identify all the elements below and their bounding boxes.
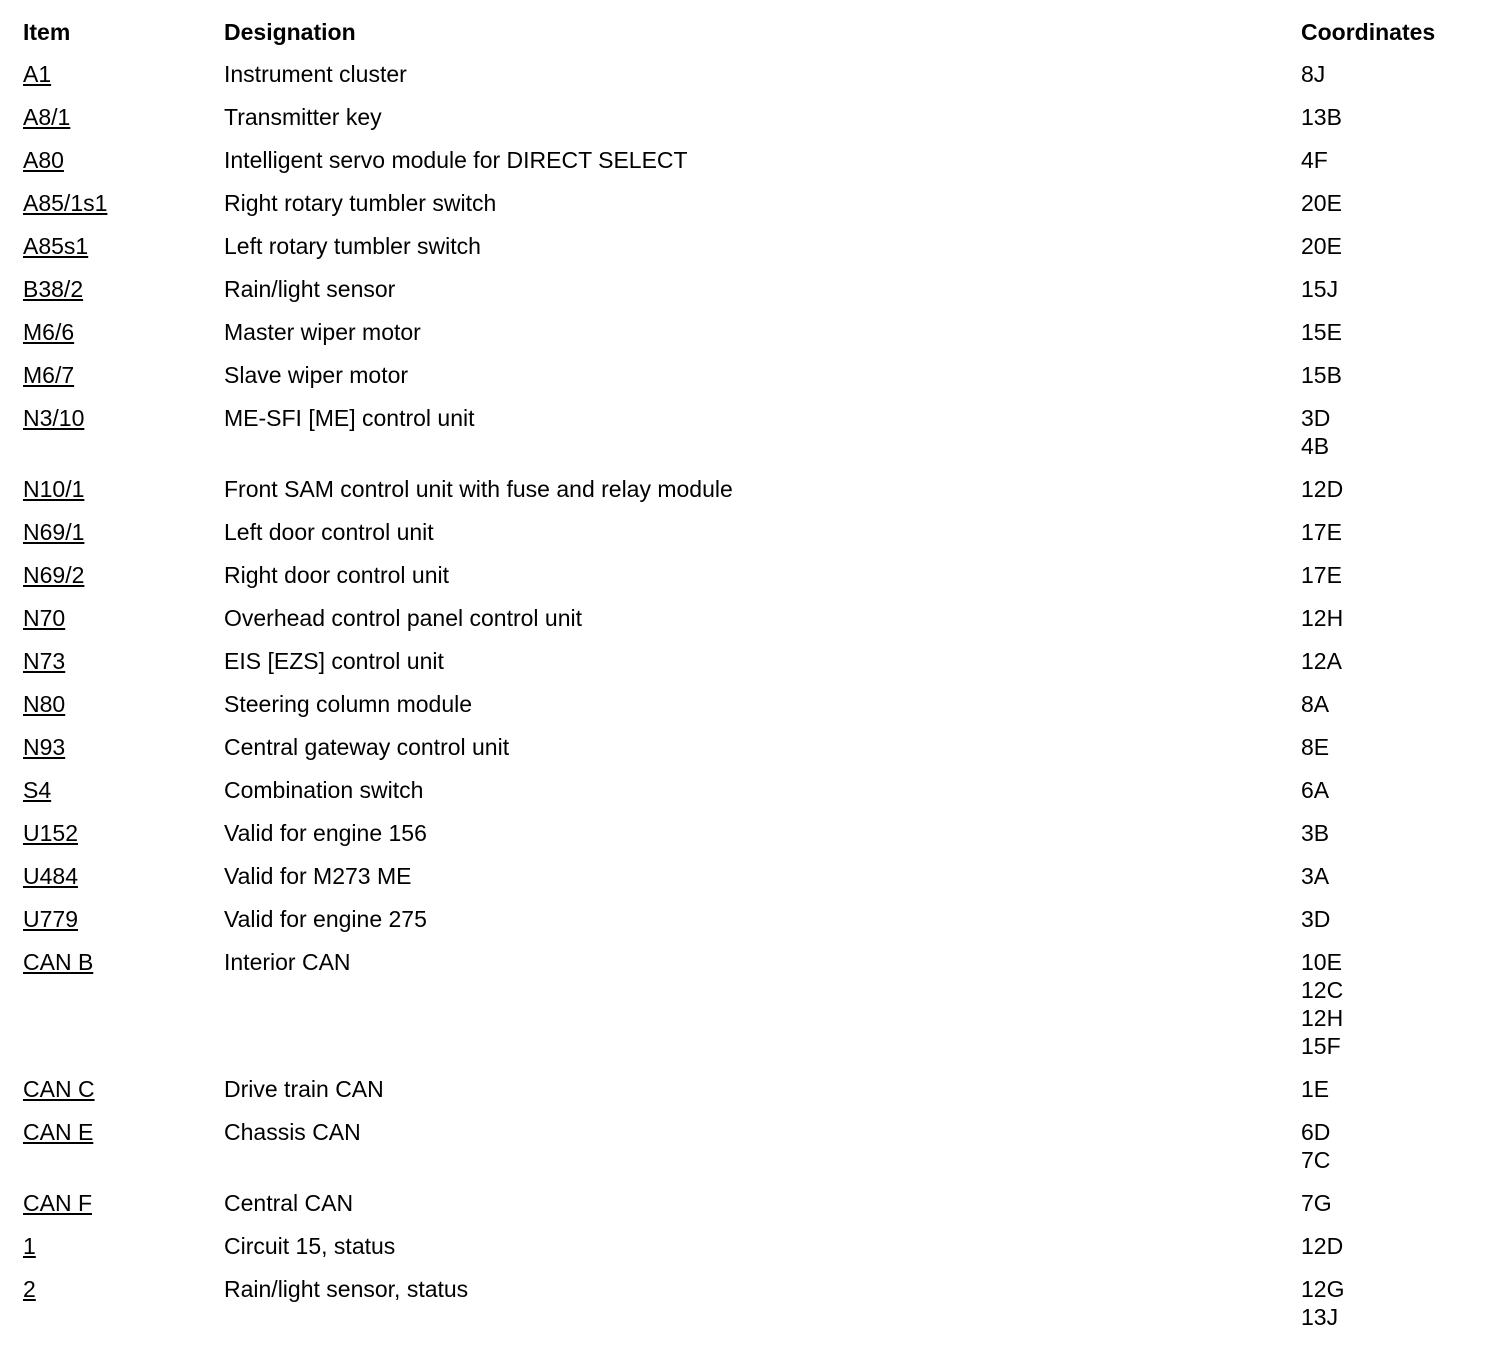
designation-cell: Valid for M273 ME (224, 863, 412, 889)
table-row (23, 275, 1483, 303)
coordinates-cell (1301, 819, 1483, 847)
coordinate-value: 7C (1301, 1147, 1331, 1173)
coordinates-cell (1301, 561, 1483, 589)
item-cell (23, 862, 224, 890)
item-cell (23, 905, 224, 933)
designation-cell: Right rotary tumbler switch (224, 190, 497, 216)
coordinates-cell (1301, 905, 1483, 933)
coordinate-value: 13B (1301, 104, 1342, 130)
designation-cell: Left door control unit (224, 519, 434, 545)
designation-cell: Front SAM control unit with fuse and relay module (224, 476, 733, 502)
item-link[interactable]: A85/1s1 (23, 190, 108, 216)
table-row (23, 189, 1483, 217)
coordinate-value: 12A (1301, 648, 1342, 674)
header-designation: Designation (224, 19, 356, 45)
table-row (23, 948, 1483, 1060)
table-row (23, 475, 1483, 503)
table-row (23, 1232, 1483, 1260)
designation-cell: Combination switch (224, 777, 424, 803)
coordinate-value: 12C (1301, 977, 1344, 1003)
item-cell (23, 733, 224, 761)
coordinates-cell (1301, 776, 1483, 804)
designation-cell: Left rotary tumbler switch (224, 233, 481, 259)
table-row (23, 733, 1483, 761)
item-link[interactable]: CAN B (23, 949, 94, 975)
item-cell (23, 604, 224, 632)
item-link[interactable]: M6/7 (23, 362, 75, 388)
table-row (23, 1189, 1483, 1217)
table-body (23, 60, 1483, 1331)
coordinates-cell (1301, 1275, 1483, 1331)
coordinate-value: 3D (1301, 906, 1331, 932)
table-row (23, 690, 1483, 718)
table-row (23, 146, 1483, 174)
coordinate-value: 12D (1301, 476, 1344, 502)
table-row (23, 518, 1483, 546)
table-row (23, 862, 1483, 890)
item-cell (23, 146, 224, 174)
designation-cell: Valid for engine 156 (224, 820, 427, 846)
coordinate-value: 8E (1301, 734, 1330, 760)
table-row (23, 561, 1483, 589)
coordinate-value: 6A (1301, 777, 1330, 803)
item-link[interactable]: N93 (23, 734, 66, 760)
item-cell (23, 232, 224, 260)
coordinate-value: 13J (1301, 1304, 1339, 1330)
component-legend-table (23, 18, 1483, 1346)
coordinates-cell (1301, 862, 1483, 890)
item-link[interactable]: B38/2 (23, 276, 84, 302)
coordinate-value: 1E (1301, 1076, 1330, 1102)
item-link[interactable]: A80 (23, 147, 64, 173)
coordinates-cell (1301, 948, 1483, 1060)
item-cell (23, 1275, 224, 1331)
item-link[interactable]: A1 (23, 61, 52, 87)
coordinate-value: 6D (1301, 1119, 1331, 1145)
designation-cell: Transmitter key (224, 104, 382, 130)
table-row (23, 1075, 1483, 1103)
item-cell (23, 561, 224, 589)
table-row (23, 819, 1483, 847)
coordinate-value: 12H (1301, 605, 1344, 631)
table-row (23, 1275, 1483, 1331)
table-row (23, 776, 1483, 804)
table-row (23, 905, 1483, 933)
item-link[interactable]: CAN F (23, 1190, 92, 1216)
item-link[interactable]: N69/2 (23, 562, 85, 588)
item-cell (23, 1232, 224, 1260)
item-link[interactable]: N73 (23, 648, 66, 674)
coordinate-value: 17E (1301, 562, 1342, 588)
coordinate-value: 12D (1301, 1233, 1344, 1259)
item-cell (23, 189, 224, 217)
item-link[interactable]: N80 (23, 691, 66, 717)
coordinate-value: 10E (1301, 949, 1342, 975)
item-link[interactable]: N69/1 (23, 519, 85, 545)
coordinates-cell (1301, 690, 1483, 718)
item-link[interactable]: 2 (23, 1276, 36, 1302)
coordinate-value: 12H (1301, 1005, 1344, 1031)
coordinates-cell (1301, 1075, 1483, 1103)
coordinate-value: 15B (1301, 362, 1342, 388)
designation-cell: Rain/light sensor (224, 276, 396, 302)
coordinate-value: 3B (1301, 820, 1330, 846)
header-coordinates: Coordinates (1301, 19, 1436, 45)
item-cell (23, 518, 224, 546)
coordinates-cell (1301, 361, 1483, 389)
designation-cell: Overhead control panel control unit (224, 605, 582, 631)
item-cell (23, 1075, 224, 1103)
item-cell (23, 361, 224, 389)
item-cell (23, 1118, 224, 1174)
item-link[interactable]: A85s1 (23, 233, 89, 259)
item-cell (23, 103, 224, 131)
item-link[interactable]: M6/6 (23, 319, 75, 345)
coordinates-cell (1301, 647, 1483, 675)
coordinates-cell (1301, 232, 1483, 260)
designation-cell: ME-SFI [ME] control unit (224, 405, 475, 431)
coordinates-cell (1301, 1118, 1483, 1174)
coordinate-value: 20E (1301, 190, 1342, 216)
coordinates-cell (1301, 275, 1483, 303)
coordinate-value: 12G (1301, 1276, 1345, 1302)
table-row (23, 647, 1483, 675)
coordinate-value: 20E (1301, 233, 1342, 259)
item-cell (23, 475, 224, 503)
item-link[interactable]: CAN E (23, 1119, 94, 1145)
coordinates-cell (1301, 103, 1483, 131)
table-row (23, 361, 1483, 389)
item-link[interactable]: N10/1 (23, 476, 85, 502)
item-cell (23, 275, 224, 303)
table-row (23, 1118, 1483, 1174)
coordinate-value: 7G (1301, 1190, 1332, 1216)
item-cell (23, 647, 224, 675)
coordinate-value: 15E (1301, 319, 1342, 345)
designation-cell: Central gateway control unit (224, 734, 510, 760)
designation-cell: Slave wiper motor (224, 362, 409, 388)
designation-cell: Right door control unit (224, 562, 450, 588)
coordinate-value: 4B (1301, 433, 1330, 459)
item-link[interactable]: A8/1 (23, 104, 71, 130)
designation-cell: Steering column module (224, 691, 473, 717)
item-link[interactable]: U152 (23, 820, 78, 846)
coordinates-cell (1301, 518, 1483, 546)
coordinates-cell (1301, 318, 1483, 346)
designation-cell: Master wiper motor (224, 319, 421, 345)
item-link[interactable]: S4 (23, 777, 52, 803)
coordinate-value: 15F (1301, 1033, 1341, 1059)
coordinates-cell (1301, 404, 1483, 460)
designation-cell: Drive train CAN (224, 1076, 384, 1102)
table-row (23, 404, 1483, 460)
designation-cell: Intelligent servo module for DIRECT SELECT (224, 147, 688, 173)
coordinate-value: 3D (1301, 405, 1331, 431)
table-row (23, 60, 1483, 88)
designation-cell: EIS [EZS] control unit (224, 648, 444, 674)
designation-cell: Chassis CAN (224, 1119, 361, 1145)
coordinates-cell (1301, 146, 1483, 174)
table-row (23, 318, 1483, 346)
coordinates-cell (1301, 60, 1483, 88)
item-link[interactable]: CAN C (23, 1076, 95, 1102)
coordinate-value: 8A (1301, 691, 1330, 717)
designation-cell: Interior CAN (224, 949, 351, 975)
coordinates-cell (1301, 1232, 1483, 1260)
table-row (23, 232, 1483, 260)
coordinate-value: 15J (1301, 276, 1339, 302)
header-item: Item (23, 19, 71, 45)
table-row (23, 103, 1483, 131)
coordinate-value: 17E (1301, 519, 1342, 545)
item-link[interactable]: U484 (23, 863, 78, 889)
item-link[interactable]: U779 (23, 906, 78, 932)
coordinates-cell (1301, 189, 1483, 217)
designation-cell: Central CAN (224, 1190, 354, 1216)
table-row (23, 604, 1483, 632)
item-cell (23, 60, 224, 88)
item-cell (23, 776, 224, 804)
item-cell (23, 819, 224, 847)
designation-cell: Valid for engine 275 (224, 906, 427, 932)
item-cell (23, 948, 224, 1060)
item-cell (23, 690, 224, 718)
item-cell (23, 318, 224, 346)
designation-cell: Rain/light sensor, status (224, 1276, 469, 1302)
coordinates-cell (1301, 475, 1483, 503)
item-link[interactable]: 1 (23, 1233, 36, 1259)
coordinates-cell (1301, 733, 1483, 761)
coordinates-cell (1301, 604, 1483, 632)
item-cell (23, 404, 224, 460)
item-link[interactable]: N70 (23, 605, 66, 631)
item-cell (23, 1189, 224, 1217)
coordinates-cell (1301, 1189, 1483, 1217)
coordinate-value: 3A (1301, 863, 1330, 889)
coordinate-value: 8J (1301, 61, 1326, 87)
item-link[interactable]: N3/10 (23, 405, 85, 431)
table-header (23, 18, 1483, 46)
designation-cell: Instrument cluster (224, 61, 407, 87)
designation-cell: Circuit 15, status (224, 1233, 396, 1259)
coordinate-value: 4F (1301, 147, 1328, 173)
